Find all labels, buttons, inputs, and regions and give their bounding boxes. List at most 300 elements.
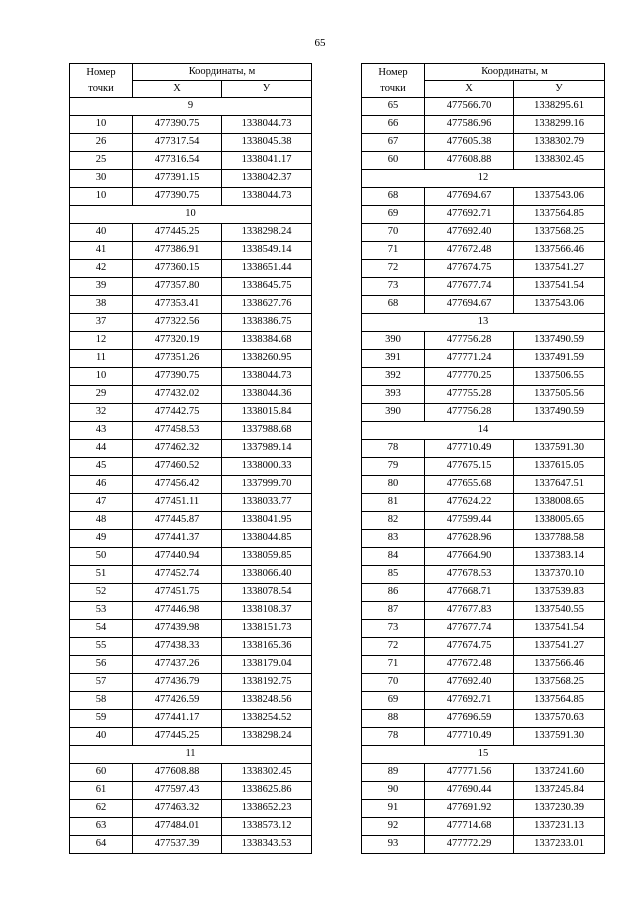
point-number: 67 (362, 134, 425, 152)
section-number: 14 (362, 422, 605, 440)
x-coordinate: 477696.59 (425, 710, 514, 728)
y-coordinate: 1337591.30 (514, 728, 605, 746)
point-number: 89 (362, 764, 425, 782)
x-coordinate: 477440.94 (133, 548, 222, 566)
y-coordinate: 1338044.73 (222, 116, 312, 134)
x-coordinate: 477390.75 (133, 188, 222, 206)
y-coordinate: 1338302.45 (514, 152, 605, 170)
y-coordinate: 1338044.85 (222, 530, 312, 548)
y-coordinate: 1337233.01 (514, 836, 605, 854)
point-number: 71 (362, 242, 425, 260)
x-coordinate: 477446.98 (133, 602, 222, 620)
y-coordinate: 1338627.76 (222, 296, 312, 314)
point-number: 91 (362, 800, 425, 818)
table-row (362, 134, 605, 152)
y-coordinate: 1337230.39 (514, 800, 605, 818)
point-number: 42 (70, 260, 133, 278)
point-number: 44 (70, 440, 133, 458)
x-coordinate: 477316.54 (133, 152, 222, 170)
y-coordinate: 1338000.33 (222, 458, 312, 476)
table-body-left (70, 98, 312, 854)
y-coordinate: 1337490.59 (514, 332, 605, 350)
y-coordinate: 1338042.37 (222, 170, 312, 188)
point-number: 30 (70, 170, 133, 188)
point-number: 48 (70, 512, 133, 530)
table-row (70, 476, 312, 494)
point-number: 391 (362, 350, 425, 368)
y-coordinate: 1337245.84 (514, 782, 605, 800)
y-coordinate: 1338033.77 (222, 494, 312, 512)
y-coordinate: 1337543.06 (514, 296, 605, 314)
table-row (70, 386, 312, 404)
table-row (362, 152, 605, 170)
y-coordinate: 1337383.14 (514, 548, 605, 566)
coordinates-table-left (69, 63, 312, 854)
x-coordinate: 477692.71 (425, 692, 514, 710)
table-row (362, 800, 605, 818)
x-coordinate: 477357.80 (133, 278, 222, 296)
table-row (70, 656, 312, 674)
point-number: 73 (362, 278, 425, 296)
table-row (70, 638, 312, 656)
table-row (362, 404, 605, 422)
x-coordinate: 477445.25 (133, 224, 222, 242)
x-coordinate: 477322.56 (133, 314, 222, 332)
y-coordinate: 1338192.75 (222, 674, 312, 692)
x-coordinate: 477771.56 (425, 764, 514, 782)
table-row (70, 188, 312, 206)
point-number: 390 (362, 404, 425, 422)
point-number: 26 (70, 134, 133, 152)
y-coordinate: 1338044.73 (222, 188, 312, 206)
x-coordinate: 477586.96 (425, 116, 514, 134)
table-row (362, 242, 605, 260)
point-number: 72 (362, 260, 425, 278)
point-number: 90 (362, 782, 425, 800)
section-number: 10 (70, 206, 312, 224)
y-coordinate: 1337490.59 (514, 404, 605, 422)
y-coordinate: 1338041.17 (222, 152, 312, 170)
table-row (70, 404, 312, 422)
x-coordinate: 477655.68 (425, 476, 514, 494)
table-row (70, 764, 312, 782)
table-row (362, 512, 605, 530)
x-coordinate: 477320.19 (133, 332, 222, 350)
point-number: 70 (362, 674, 425, 692)
table-row (362, 494, 605, 512)
x-coordinate: 477351.26 (133, 350, 222, 368)
y-coordinate: 1337568.25 (514, 224, 605, 242)
table-row (362, 458, 605, 476)
table-row (70, 548, 312, 566)
table-row (362, 98, 605, 116)
y-coordinate: 1337541.27 (514, 260, 605, 278)
point-number: 40 (70, 728, 133, 746)
table-row (362, 548, 605, 566)
x-coordinate: 477360.15 (133, 260, 222, 278)
y-coordinate: 1338165.36 (222, 638, 312, 656)
y-coordinate: 1338386.75 (222, 314, 312, 332)
point-number: 68 (362, 188, 425, 206)
header-x: Х (133, 81, 222, 98)
point-number: 79 (362, 458, 425, 476)
x-coordinate: 477756.28 (425, 332, 514, 350)
point-number: 10 (70, 116, 133, 134)
point-number: 59 (70, 710, 133, 728)
table-row (362, 620, 605, 638)
y-coordinate: 1338302.45 (222, 764, 312, 782)
point-number: 62 (70, 800, 133, 818)
section-row (362, 314, 605, 332)
x-coordinate: 477710.49 (425, 728, 514, 746)
y-coordinate: 1338299.16 (514, 116, 605, 134)
table-row (70, 494, 312, 512)
x-coordinate: 477771.24 (425, 350, 514, 368)
table-row (70, 602, 312, 620)
x-coordinate: 477668.71 (425, 584, 514, 602)
y-coordinate: 1338151.73 (222, 620, 312, 638)
point-number: 46 (70, 476, 133, 494)
point-number: 86 (362, 584, 425, 602)
x-coordinate: 477317.54 (133, 134, 222, 152)
y-coordinate: 1337491.59 (514, 350, 605, 368)
table-row (70, 278, 312, 296)
table-row (70, 170, 312, 188)
x-coordinate: 477624.22 (425, 494, 514, 512)
section-row (70, 746, 312, 764)
y-coordinate: 1338298.24 (222, 728, 312, 746)
x-coordinate: 477605.38 (425, 134, 514, 152)
header-point-number (70, 64, 133, 98)
table-row (70, 422, 312, 440)
y-coordinate: 1337570.63 (514, 710, 605, 728)
table-row (362, 710, 605, 728)
table-row (362, 566, 605, 584)
x-coordinate: 477675.15 (425, 458, 514, 476)
table-row (362, 206, 605, 224)
x-coordinate: 477692.40 (425, 224, 514, 242)
table-row (362, 656, 605, 674)
x-coordinate: 477451.75 (133, 584, 222, 602)
table-row (70, 512, 312, 530)
x-coordinate: 477770.25 (425, 368, 514, 386)
y-coordinate: 1337564.85 (514, 206, 605, 224)
point-number: 40 (70, 224, 133, 242)
y-coordinate: 1338549.14 (222, 242, 312, 260)
y-coordinate: 1338044.36 (222, 386, 312, 404)
x-coordinate: 477678.53 (425, 566, 514, 584)
table-row (362, 818, 605, 836)
y-coordinate: 1337541.54 (514, 620, 605, 638)
y-coordinate: 1337564.85 (514, 692, 605, 710)
x-coordinate: 477391.15 (133, 170, 222, 188)
point-number: 60 (362, 152, 425, 170)
point-number: 69 (362, 692, 425, 710)
table-row (362, 350, 605, 368)
point-number: 69 (362, 206, 425, 224)
x-coordinate: 477714.68 (425, 818, 514, 836)
x-coordinate: 477460.52 (133, 458, 222, 476)
point-number: 93 (362, 836, 425, 854)
x-coordinate: 477432.02 (133, 386, 222, 404)
y-coordinate: 1338343.53 (222, 836, 312, 854)
header-point-number-line2: точки (88, 82, 114, 94)
section-number: 11 (70, 746, 312, 764)
x-coordinate: 477445.25 (133, 728, 222, 746)
point-number: 45 (70, 458, 133, 476)
x-coordinate: 477690.44 (425, 782, 514, 800)
header-x: Х (425, 81, 514, 98)
x-coordinate: 477353.41 (133, 296, 222, 314)
x-coordinate: 477674.75 (425, 638, 514, 656)
point-number: 56 (70, 656, 133, 674)
table-row (70, 818, 312, 836)
table-row (362, 728, 605, 746)
y-coordinate: 1338625.86 (222, 782, 312, 800)
table-row (362, 602, 605, 620)
x-coordinate: 477537.39 (133, 836, 222, 854)
y-coordinate: 1337615.05 (514, 458, 605, 476)
y-coordinate: 1337568.25 (514, 674, 605, 692)
section-row (362, 746, 605, 764)
y-coordinate: 1338652.23 (222, 800, 312, 818)
y-coordinate: 1338059.85 (222, 548, 312, 566)
x-coordinate: 477441.37 (133, 530, 222, 548)
section-number: 15 (362, 746, 605, 764)
point-number: 71 (362, 656, 425, 674)
x-coordinate: 477484.01 (133, 818, 222, 836)
header-y: У (514, 81, 605, 98)
section-row (362, 170, 605, 188)
point-number: 393 (362, 386, 425, 404)
y-coordinate: 1338295.61 (514, 98, 605, 116)
header-point-number-line1: Номер (86, 66, 116, 78)
table-row (362, 440, 605, 458)
point-number: 25 (70, 152, 133, 170)
table-row (70, 134, 312, 152)
y-coordinate: 1338384.68 (222, 332, 312, 350)
section-number: 12 (362, 170, 605, 188)
table-row (70, 800, 312, 818)
point-number: 61 (70, 782, 133, 800)
table-row (70, 332, 312, 350)
point-number: 64 (70, 836, 133, 854)
y-coordinate: 1338008.65 (514, 494, 605, 512)
table-row (362, 188, 605, 206)
table-row (70, 368, 312, 386)
section-row (70, 98, 312, 116)
table-row (362, 674, 605, 692)
table-row (70, 566, 312, 584)
x-coordinate: 477599.44 (425, 512, 514, 530)
point-number: 47 (70, 494, 133, 512)
x-coordinate: 477386.91 (133, 242, 222, 260)
table-row (70, 584, 312, 602)
point-number: 68 (362, 296, 425, 314)
x-coordinate: 477456.42 (133, 476, 222, 494)
x-coordinate: 477458.53 (133, 422, 222, 440)
x-coordinate: 477441.17 (133, 710, 222, 728)
point-number: 60 (70, 764, 133, 782)
table-row (70, 710, 312, 728)
y-coordinate: 1337370.10 (514, 566, 605, 584)
point-number: 41 (70, 242, 133, 260)
y-coordinate: 1337591.30 (514, 440, 605, 458)
point-number: 92 (362, 818, 425, 836)
point-number: 32 (70, 404, 133, 422)
x-coordinate: 477772.29 (425, 836, 514, 854)
x-coordinate: 477672.48 (425, 656, 514, 674)
point-number: 52 (70, 584, 133, 602)
point-number: 57 (70, 674, 133, 692)
table-row (362, 476, 605, 494)
header-point-number-line1: Номер (378, 66, 408, 78)
point-number: 82 (362, 512, 425, 530)
point-number: 43 (70, 422, 133, 440)
point-number: 81 (362, 494, 425, 512)
y-coordinate: 1337241.60 (514, 764, 605, 782)
x-coordinate: 477437.26 (133, 656, 222, 674)
table-row (70, 440, 312, 458)
table-row (362, 296, 605, 314)
x-coordinate: 477628.96 (425, 530, 514, 548)
point-number: 84 (362, 548, 425, 566)
point-number: 392 (362, 368, 425, 386)
table-row (362, 368, 605, 386)
y-coordinate: 1337505.56 (514, 386, 605, 404)
table-row (70, 260, 312, 278)
section-row (70, 206, 312, 224)
point-number: 12 (70, 332, 133, 350)
coordinates-table-right (361, 63, 605, 854)
table-row (70, 224, 312, 242)
table-row (70, 674, 312, 692)
point-number: 10 (70, 368, 133, 386)
point-number: 54 (70, 620, 133, 638)
x-coordinate: 477566.70 (425, 98, 514, 116)
y-coordinate: 1337988.68 (222, 422, 312, 440)
x-coordinate: 477710.49 (425, 440, 514, 458)
y-coordinate: 1338179.04 (222, 656, 312, 674)
table-row (70, 350, 312, 368)
point-number: 66 (362, 116, 425, 134)
table-row (362, 692, 605, 710)
table-row (362, 836, 605, 854)
point-number: 73 (362, 620, 425, 638)
y-coordinate: 1338005.65 (514, 512, 605, 530)
y-coordinate: 1338044.73 (222, 368, 312, 386)
table-row (70, 728, 312, 746)
x-coordinate: 477677.74 (425, 278, 514, 296)
x-coordinate: 477608.88 (133, 764, 222, 782)
table-row (70, 296, 312, 314)
y-coordinate: 1338015.84 (222, 404, 312, 422)
point-number: 78 (362, 728, 425, 746)
table-row (362, 764, 605, 782)
table-row (362, 530, 605, 548)
x-coordinate: 477677.83 (425, 602, 514, 620)
y-coordinate: 1338045.38 (222, 134, 312, 152)
page-number: 65 (314, 37, 326, 49)
point-number: 58 (70, 692, 133, 710)
y-coordinate: 1337647.51 (514, 476, 605, 494)
table-row (70, 782, 312, 800)
x-coordinate: 477426.59 (133, 692, 222, 710)
point-number: 80 (362, 476, 425, 494)
point-number: 37 (70, 314, 133, 332)
x-coordinate: 477445.87 (133, 512, 222, 530)
x-coordinate: 477438.33 (133, 638, 222, 656)
header-coordinates: Координаты, м (425, 64, 605, 81)
table-row (70, 152, 312, 170)
y-coordinate: 1337540.55 (514, 602, 605, 620)
point-number: 88 (362, 710, 425, 728)
point-number: 72 (362, 638, 425, 656)
y-coordinate: 1337506.55 (514, 368, 605, 386)
table-row (362, 638, 605, 656)
x-coordinate: 477692.71 (425, 206, 514, 224)
point-number: 10 (70, 188, 133, 206)
y-coordinate: 1338645.75 (222, 278, 312, 296)
y-coordinate: 1337566.46 (514, 242, 605, 260)
header-coordinates: Координаты, м (133, 64, 312, 81)
table-row (362, 584, 605, 602)
table-row (70, 620, 312, 638)
y-coordinate: 1338260.95 (222, 350, 312, 368)
y-coordinate: 1337989.14 (222, 440, 312, 458)
x-coordinate: 477442.75 (133, 404, 222, 422)
table-row (362, 278, 605, 296)
y-coordinate: 1338651.44 (222, 260, 312, 278)
table-row (362, 260, 605, 278)
section-number: 9 (70, 98, 312, 116)
table-row (70, 458, 312, 476)
y-coordinate: 1338078.54 (222, 584, 312, 602)
point-number: 51 (70, 566, 133, 584)
y-coordinate: 1338302.79 (514, 134, 605, 152)
section-number: 13 (362, 314, 605, 332)
point-number: 70 (362, 224, 425, 242)
y-coordinate: 1337231.13 (514, 818, 605, 836)
point-number: 87 (362, 602, 425, 620)
x-coordinate: 477756.28 (425, 404, 514, 422)
table-row (70, 530, 312, 548)
x-coordinate: 477462.32 (133, 440, 222, 458)
y-coordinate: 1337788.58 (514, 530, 605, 548)
x-coordinate: 477451.11 (133, 494, 222, 512)
x-coordinate: 477439.98 (133, 620, 222, 638)
header-point-number (362, 64, 425, 98)
x-coordinate: 477436.79 (133, 674, 222, 692)
y-coordinate: 1337999.70 (222, 476, 312, 494)
y-coordinate: 1338108.37 (222, 602, 312, 620)
header-point-number-line2: точки (380, 82, 406, 94)
y-coordinate: 1338248.56 (222, 692, 312, 710)
table-row (362, 332, 605, 350)
x-coordinate: 477664.90 (425, 548, 514, 566)
y-coordinate: 1337543.06 (514, 188, 605, 206)
header-y: У (222, 81, 312, 98)
x-coordinate: 477674.75 (425, 260, 514, 278)
table-row (362, 782, 605, 800)
table-row (362, 224, 605, 242)
x-coordinate: 477692.40 (425, 674, 514, 692)
x-coordinate: 477694.67 (425, 188, 514, 206)
point-number: 55 (70, 638, 133, 656)
x-coordinate: 477452.74 (133, 566, 222, 584)
table-row (70, 116, 312, 134)
table-row (70, 242, 312, 260)
